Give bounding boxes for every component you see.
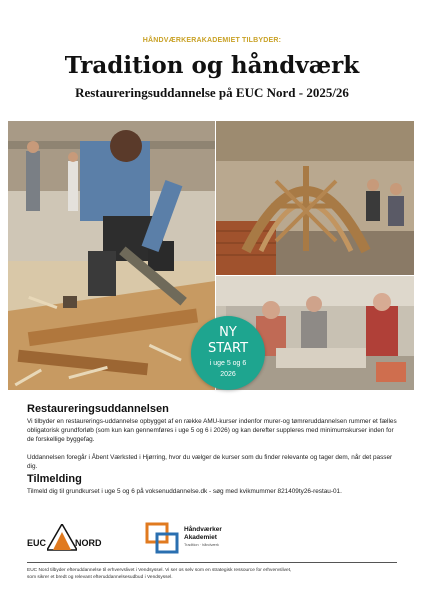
euc-triangle-icon [47,524,77,552]
academy-emblem-icon [145,520,179,554]
new-start-badge [191,316,265,390]
euc-nord-logo [27,524,119,554]
page-title: Tradition og håndværk [64,52,360,79]
badge-line-start: START [207,341,249,356]
footer-divider [27,562,397,563]
photo-wooden-wheel-workshop [216,121,414,275]
badge-line-ny: NY [219,325,237,340]
heading-tilmelding: Tilmelding [27,473,82,485]
section-body-education-2 [27,453,401,471]
section-heading-education [27,403,401,415]
academy-name-line-2: Akademiet [184,534,217,541]
photo-carpenter-working [8,121,215,390]
footer-line-1: EUC Nord tilbyder efteruddannelse til erhvervslivet i Vendsyssel. Vi ser os selv som en strategisk ressource for erhvervslivet, [27,568,292,573]
section-heading-signup [27,473,401,485]
signup-paragraph: Tilmeld dig til grundkurset i uge 5 og 6 på voksenuddannelse.dk - søg med kvikmummer 821409ty26-restau-01. [27,488,342,495]
page-subtitle: Restaureringsuddannelse på EUC Nord - 2025/26 [75,85,349,100]
heading-restaureringsuddannelsen: Restaureringsuddannelsen [27,403,169,415]
haandvaerkerakademiet-logo [145,518,265,558]
euc-logo-text-left: EUC [27,538,47,548]
section-body-education [27,417,401,444]
academy-tagline: Tradition · håndværk [184,543,219,547]
badge-line-year: 2026 [220,371,236,378]
education-paragraph-2: Uddannelsen foregår i Åbent Værksted i Hjørring, hvor du vælger de kurser som du finder relevante og tager dem, når det passer dig. [27,454,393,470]
kicker-text: HÅNDVÆRKERAKADEMIET TILBYDER: [142,37,282,44]
section-body-signup [27,487,401,496]
badge-line-weeks: i uge 5 og 6 [209,360,247,367]
footer-text [27,567,401,581]
euc-logo-text-right: NORD [75,538,102,548]
logo-row [27,518,401,558]
education-paragraph-1: Vi tilbyder en restaurerings-uddannelse opbygget af en række AMU-kurser indenfor murer-og tømreruddannelsen rummer et fælles obligatorisk grundforløb (som kun kan gennemføres i uge 5 og 6 i 2026) og kan derefter suppleres med minimumskurser inden for de forskellige byggefag. [27,418,397,443]
footer-line-2: som sikrer et bredt og relevant efteruddannelsesudbud i Vendsyssel. [27,575,173,580]
photo-collage [8,121,414,390]
academy-name-line-1: Håndværker [184,526,222,533]
